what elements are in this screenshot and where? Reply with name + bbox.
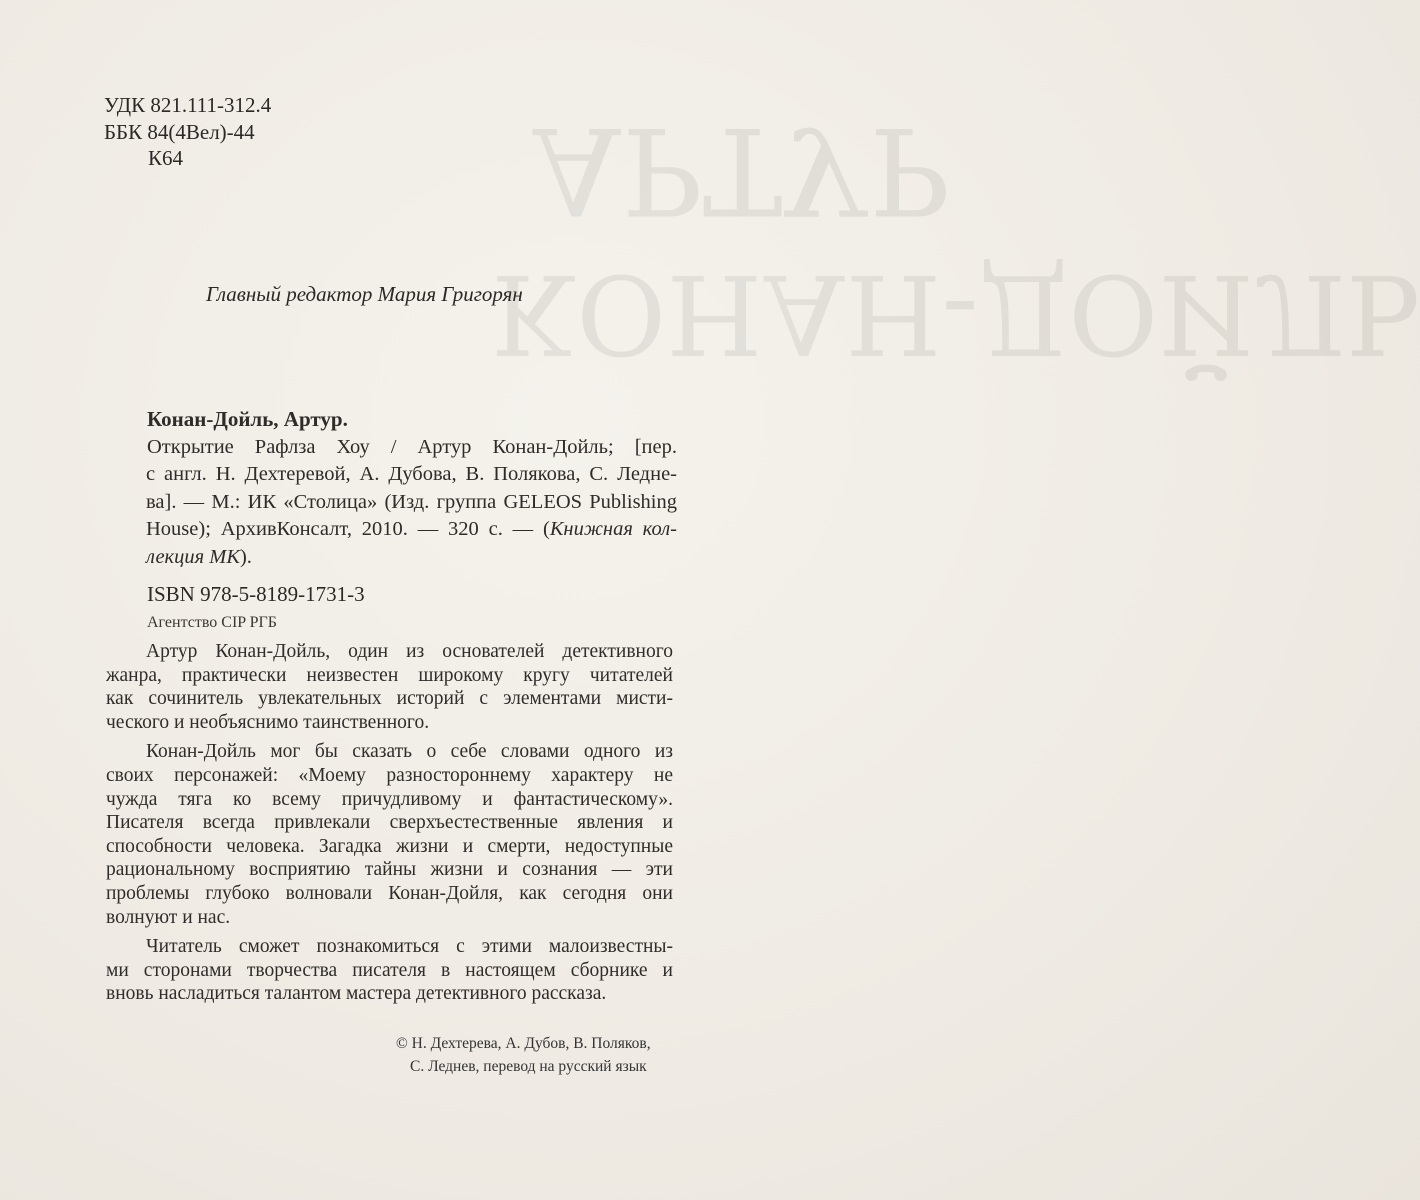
record-line-1: Открытие Рафлза Хоу / Артур Конан-Дойль; [пер. bbox=[147, 435, 677, 458]
paragraph-line: вновь насладиться талантом мастера детективного рассказа. bbox=[106, 983, 607, 1005]
paragraph-line: волнуют и нас. bbox=[106, 906, 231, 928]
annotation-paragraph-1 bbox=[106, 640, 673, 734]
paragraph-line: Писателя всегда привлекали сверхъестественные явления и bbox=[106, 812, 673, 834]
copyright-line-1: © Н. Дехтерева, А. Дубов, В. Поляков, bbox=[396, 1035, 651, 1052]
paragraph-line: Конан-Дойль мог бы сказать о себе словами одного из bbox=[146, 741, 673, 763]
chief-editor-line: Главный редактор Мария Григорян bbox=[206, 282, 523, 306]
record-line-4 bbox=[146, 516, 677, 544]
series-name-part-1: Книжная кол- bbox=[549, 518, 677, 540]
record-author: Конан-Дойль, Артур. bbox=[147, 407, 348, 431]
annotation bbox=[106, 640, 673, 1012]
bleed-through-title: АРТУР КОНАН-ДОЙЛЬ bbox=[491, 100, 1420, 378]
record-line-5 bbox=[146, 544, 677, 572]
classification-codes bbox=[104, 92, 271, 172]
record-line-2: с англ. Н. Дехтеревой, А. Дубова, В. Полякова, С. Ледне- bbox=[146, 463, 677, 485]
cip-agency: Агентство CIP РГБ bbox=[147, 614, 277, 631]
bbk-code: ББК 84(4Вел)-44 bbox=[104, 119, 255, 144]
paragraph-line: ми сторонами творчества писателя в настоящем сборнике и bbox=[106, 959, 673, 981]
series-end: ). bbox=[239, 545, 252, 568]
paragraph-line: ческого и необъяснимо таинственного. bbox=[106, 711, 430, 733]
copyright-line-2: С. Леднев, перевод на русский язык bbox=[410, 1058, 647, 1075]
paragraph-line: чужда тяга ко всему причудливому и фантастическому». bbox=[106, 788, 673, 810]
series-name-part-2: лекция МК bbox=[146, 545, 240, 568]
paragraph-line: рациональному восприятию тайны жизни и сознания — эти bbox=[106, 859, 673, 881]
paragraph-line: Читатель сможет познакомиться с этими малоизвестны- bbox=[146, 936, 673, 958]
isbn: ISBN 978-5-8189-1731-3 bbox=[147, 582, 365, 606]
record-line-3: ва]. — М.: ИК «Столица» (Изд. группа GELEOS Publishing bbox=[146, 490, 677, 513]
bibliographic-record bbox=[147, 406, 677, 571]
author-mark: К64 bbox=[148, 146, 184, 170]
paragraph-line: Артур Конан-Дойль, один из основателей детективного bbox=[146, 641, 673, 662]
paragraph-line: своих персонажей: «Моему разностороннему характеру не bbox=[106, 764, 673, 786]
udk-code: УДК 821.111-312.4 bbox=[104, 93, 272, 117]
record-line-4-text: House); АрхивКонсалт, 2010. — 320 с. — ( bbox=[146, 518, 550, 540]
paragraph-line: способности человека. Загадка жизни и смерти, недоступные bbox=[106, 835, 673, 857]
paragraph-line: как сочинитель увлекательных историй с элементами мисти- bbox=[106, 688, 673, 710]
copyright-notice bbox=[396, 1032, 651, 1078]
paragraph-line: жанра, практически неизвестен широкому кругу читателей bbox=[106, 664, 673, 686]
annotation-paragraph-2 bbox=[106, 740, 673, 929]
paragraph-line: проблемы глубоко волновали Конан-Дойля, как сегодня они bbox=[106, 882, 673, 904]
annotation-paragraph-3 bbox=[106, 935, 673, 1006]
